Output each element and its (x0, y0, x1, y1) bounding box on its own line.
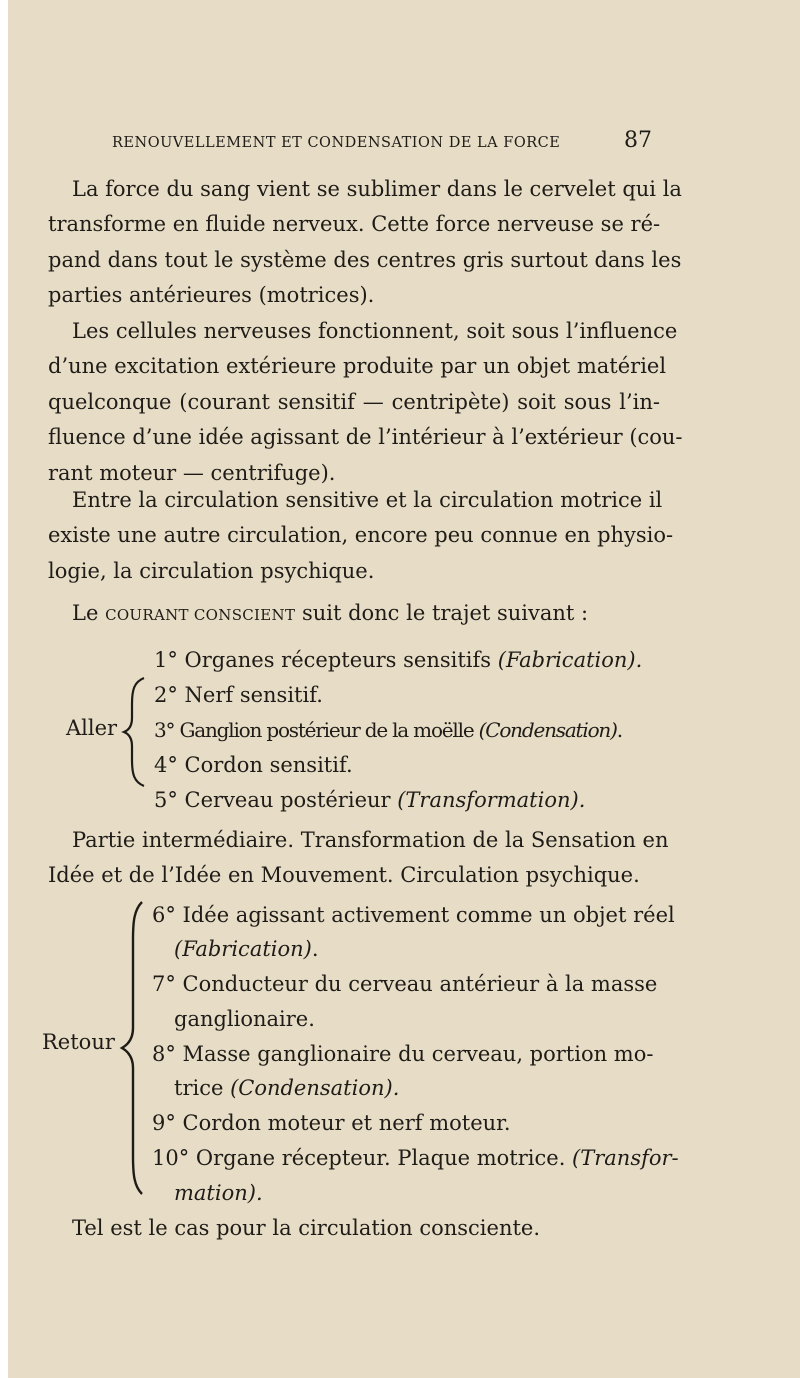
text-line: fluence d’une idée agissant de l’intérieur à l’extérieur (cou- (48, 425, 683, 450)
retour-item-9: 9° Cordon moteur et nerf moteur. (152, 1111, 511, 1135)
text-line: rant moteur — centrifuge). (48, 460, 336, 485)
trajet-le: Le (72, 601, 106, 625)
text-line: d’une excitation extérieure produite par un objet matériel (48, 354, 667, 379)
partie-intermediaire (48, 823, 669, 894)
aller-item-4: 4° Cordon sensitif. (154, 753, 353, 777)
text-line: existe une autre circulation, encore peu connue en physio- (48, 523, 674, 548)
paragraph-1 (48, 172, 682, 314)
text-line: quelconque (courant sensitif — centripète) soit sous l’in- (48, 389, 660, 414)
trajet-small-caps: COURANT CONSCIENT (105, 606, 296, 624)
retour-item-10-cont: mation). (174, 1181, 263, 1205)
page-header (112, 128, 652, 153)
page-number: 87 (624, 128, 652, 153)
retour-item-7-cont: ganglionaire. (174, 1007, 315, 1031)
retour-label: Retour (42, 1030, 115, 1054)
retour-item-8-cont: trice (Condensation). (174, 1076, 400, 1100)
text-line: transforme en fluide nerveux. Cette force nerveuse se ré- (48, 212, 661, 237)
retour-brace (118, 900, 148, 1196)
text-line: Les cellules nerveuses fonctionnent, soit sous l’influence (72, 319, 678, 343)
aller-label: Aller (66, 716, 118, 740)
book-page (8, 0, 800, 1378)
retour-item-7: 7° Conducteur du cerveau antérieur à la masse (152, 972, 658, 996)
aller-item-2: 2° Nerf sensitif. (154, 683, 323, 707)
retour-item-10: 10° Organe récepteur. Plaque motrice. (Transfor- (152, 1146, 679, 1170)
text-line: Tel est le cas pour la circulation consciente. (72, 1216, 541, 1240)
aller-item-1: 1° Organes récepteurs sensitifs (Fabrication). (154, 648, 643, 672)
aller-item-5: 5° Cerveau postérieur (Transformation). (154, 788, 586, 812)
text-line: logie, la circulation psychique. (48, 558, 375, 583)
trajet-intro (48, 596, 660, 631)
retour-item-6-cont: (Fabrication). (174, 937, 319, 961)
text-line: parties antérieures (motrices). (48, 283, 375, 308)
text-line: Entre la circulation sensitive et la circulation motrice il (72, 488, 663, 512)
text-line: Idée et de l’Idée en Mouvement. Circulation psychique. (48, 863, 640, 888)
text-line: La force du sang vient se sublimer dans le cervelet qui la (72, 177, 682, 201)
running-title: RENOUVELLEMENT ET CONDENSATION DE LA FORCE (112, 135, 561, 151)
trajet-rest: suit donc le trajet suivant : (295, 601, 589, 625)
conclusion (48, 1211, 660, 1246)
retour-item-8: 8° Masse ganglionaire du cerveau, portion mo- (152, 1042, 654, 1066)
paragraph-3 (48, 483, 674, 589)
paragraph-2 (48, 314, 683, 491)
retour-item-6: 6° Idée agissant activement comme un objet réel (152, 903, 675, 927)
aller-brace (120, 676, 150, 788)
aller-item-3: 3° Ganglion postérieur de la moëlle (Condensation). (154, 718, 622, 742)
text-line: pand dans tout le système des centres gris surtout dans les (48, 247, 682, 272)
text-line: Partie intermédiaire. Transformation de la Sensation en (72, 828, 669, 852)
